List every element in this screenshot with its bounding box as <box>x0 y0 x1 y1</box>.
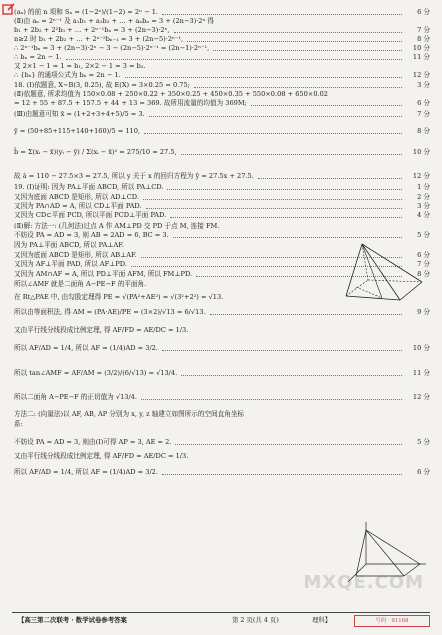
dot-leader <box>181 154 402 155</box>
answer-line: 系: <box>14 420 23 428</box>
score-label: 11 分 <box>412 53 430 61</box>
score-label: 7 分 <box>417 26 430 34</box>
dot-leader <box>141 399 402 400</box>
page-footer <box>12 612 430 627</box>
answer-line: 所以由等面积法, 得 AM = (PA·AE)/PE = (3×2)/√13 = 6/√13. <box>14 308 206 316</box>
dot-leader <box>162 350 402 351</box>
score-label: 11 分 <box>412 369 430 377</box>
answer-line: b̂ = Σ(xᵢ − x̄)(yᵢ − ȳ) / Σ(xᵢ − x̄)² = 275/10 = 27.5, <box>14 148 177 156</box>
score-label: 8 分 <box>417 270 430 278</box>
dot-leader <box>162 474 402 475</box>
answer-line: 18. (Ⅰ)依题意, X∼B(3, 0.25), 故 E(X) = 3×0.25 = 0.75; <box>14 81 190 89</box>
dot-leader <box>66 59 402 60</box>
answer-line: 又由平行线分线段成比例定理, 得 AF/FD = AE/DC = 1/3. <box>14 326 189 334</box>
answer-line: 不妨设 PA = AD = 3, 则由(Ⅰ)可得 AP = 3, AE = 2. <box>14 438 172 446</box>
answer-line: = 12 + 55 + 87.5 + 157.5 + 44 + 13 = 369. 故所用流量的均值为 369M; <box>14 99 247 107</box>
answer-line: 又因为 AF⊥平面 PAD, 所以 AF⊥PD. <box>14 260 127 268</box>
answer-line: (Ⅲ)由题意可知 x̄ = (1+2+3+4+5)/5 = 3. <box>14 110 145 118</box>
answer-line: 在 Rt△PAE 中, 由勾股定理得 PE = √(PA²+AE²) = √(3²+2²) = √13. <box>14 293 224 301</box>
score-label: 6 分 <box>417 8 430 16</box>
answer-line: (Ⅱ)由 aₙ = 2ⁿ⁻¹ 及 a₁b₁ + a₂b₂ + … + aₙbₙ = 3 + (2n−3)·2ⁿ 得 <box>14 17 215 25</box>
score-label: 5 分 <box>417 231 430 239</box>
dot-leader <box>194 87 402 88</box>
answer-line: 又因为底面 ABCD 是矩形, 所以 AD⊥CD. <box>14 193 139 201</box>
dot-leader <box>173 237 402 238</box>
answer-line: 又因为底面 ABCD 是矩形, 所以 AB⊥AF. <box>14 251 137 259</box>
dot-leader <box>213 50 402 51</box>
footer-title: 【高三第二次联考 · 数学试卷参考答案 <box>18 616 127 624</box>
footer-tail: 理科】 <box>312 616 332 624</box>
answer-line: (Ⅱ)依题意, 所求均值为 150×0.08 + 250×0.22 + 350×0.25 + 450×0.35 + 550×0.08 + 650×0.02 <box>14 90 328 98</box>
score-label: 12 分 <box>412 172 430 180</box>
dot-leader <box>162 14 402 15</box>
dot-leader <box>210 314 402 315</box>
answer-line: b₁ + 2b₂ + 2²b₃ + … + 2ⁿ⁻¹bₙ = 3 + (2n−3)·2ⁿ, <box>14 26 170 34</box>
answer-line: 又 2×1 − 1 = 1 = b₁, 2×2 − 1 = 3 = b₂. <box>14 62 146 70</box>
score-label: 9 分 <box>417 308 430 316</box>
score-label: 8 分 <box>417 35 430 43</box>
score-label: 10 分 <box>412 344 430 352</box>
score-label: 8 分 <box>417 127 430 135</box>
dot-leader <box>143 199 402 200</box>
dot-leader <box>181 375 402 376</box>
score-label: 10 分 <box>412 148 430 156</box>
dot-leader <box>125 77 402 78</box>
dot-leader <box>258 178 402 179</box>
answer-line: 所以 tan∠AMF = AF/AM = (3/2)/(6/√13) = √13/4. <box>14 369 178 377</box>
score-label: 10 分 <box>412 44 430 52</box>
answer-line: n≥2 时 b₁ + 2b₂ + … + 2ⁿ⁻²bₙ₋₁ = 3 + (2n−5)·2ⁿ⁻¹, <box>14 35 184 43</box>
answer-line: 所以 AF/AD = 1/4, 所以 AF = (1/4)AD = 3/2. <box>14 344 158 352</box>
answer-line: ∴ {bₙ} 的通项公式为 bₙ = 2n − 1. <box>14 71 121 79</box>
watermark: MXQE.COM <box>303 572 424 593</box>
answer-line: 方法二: (向量法)以 AF, AB, AP 分别为 x, y, z 轴建立如图所示的空间直角坐标 <box>14 410 245 418</box>
dot-leader <box>167 189 402 190</box>
answer-line: 又因为 PA∩AD = A, 所以 CD⊥平面 PAD. <box>14 202 142 210</box>
answer-line: 所以∠AMF 就是二面角 A−PE−F 的平面角. <box>14 280 147 288</box>
pyramid-figure <box>342 240 428 306</box>
dot-leader <box>149 116 402 117</box>
score-label: 7 分 <box>417 110 430 118</box>
answer-line: 又因为 AM∩AF = A, 所以 PD⊥平面 AFM, 所以 FM⊥PD. <box>14 270 193 278</box>
score-label: 5 分 <box>417 438 430 446</box>
score-label: 6 分 <box>417 468 430 476</box>
score-label: 3 分 <box>417 202 430 210</box>
footer-page: 第 2 页(共 4 页) <box>232 616 279 624</box>
answer-line: (Ⅱ)解: 方法一: (几何法)过点 A 作 AM⊥PD 交 PD 于点 M, 连接 FM. <box>14 222 220 230</box>
answer-line: 又因为 CD⊂平面 PCD, 所以平面 PCD⊥平面 PAD. <box>14 211 167 219</box>
answer-line: 因为 PA⊥平面 ABCD, 所以 PA⊥AF. <box>14 241 124 249</box>
score-label: 6 分 <box>417 99 430 107</box>
score-label: 4 分 <box>417 211 430 219</box>
score-label: 1 分 <box>417 183 430 191</box>
answer-line: ȳ = (50+85+115+140+160)/5 = 110, <box>14 127 141 135</box>
dot-leader <box>187 41 402 42</box>
score-label: 2 分 <box>417 193 430 201</box>
answer-line: (aₙ) 的前 n 项和 Sₙ = (1−2ⁿ)/(1−2) = 2ⁿ − 1. <box>14 8 158 16</box>
dot-leader <box>170 217 402 218</box>
footer-stamp: 号码 · 91168 <box>354 615 430 627</box>
score-label: 12 分 <box>412 71 430 79</box>
dot-leader <box>174 32 402 33</box>
dot-leader <box>251 105 402 106</box>
answer-line: 故 â = 110 − 27.5×3 = 27.5, 所以 y 关于 x 的回归方程为 ŷ = 27.5x + 27.5. <box>14 172 254 180</box>
answer-line: 19. (Ⅰ)证明: 因为 PA⊥平面 ABCD, 所以 PA⊥CD. <box>14 183 164 191</box>
score-label: 12 分 <box>412 393 430 401</box>
score-label: 6 分 <box>417 251 430 259</box>
answer-line: ∴ 2ⁿ⁻¹bₙ = 3 + (2n−3)·2ⁿ − 3 − (2n−5)·2ⁿ⁻¹ = (2n−1)·2ⁿ⁻¹, <box>14 44 210 52</box>
score-label: 7 分 <box>417 260 430 268</box>
score-label: 3 分 <box>417 81 430 89</box>
answer-line: 所以二面角 A−PE−F 的正切值为 √13/4. <box>14 393 137 401</box>
answer-line: 又由平行线分线段成比例定理, 得 AF/FD = AE/DC = 1/3. <box>14 452 189 460</box>
answer-line: 不妨设 PA = AD = 3, 则 AB = 2AD = 6, BC = 3. <box>14 231 169 239</box>
answer-line: ∴ bₙ = 2n − 1. <box>14 53 62 61</box>
answer-line: 所以 AF/AD = 1/4, 所以 AF = (1/4)AD = 3/2. <box>14 468 158 476</box>
dot-leader <box>146 208 402 209</box>
dot-leader <box>144 133 402 134</box>
dot-leader <box>175 444 402 445</box>
